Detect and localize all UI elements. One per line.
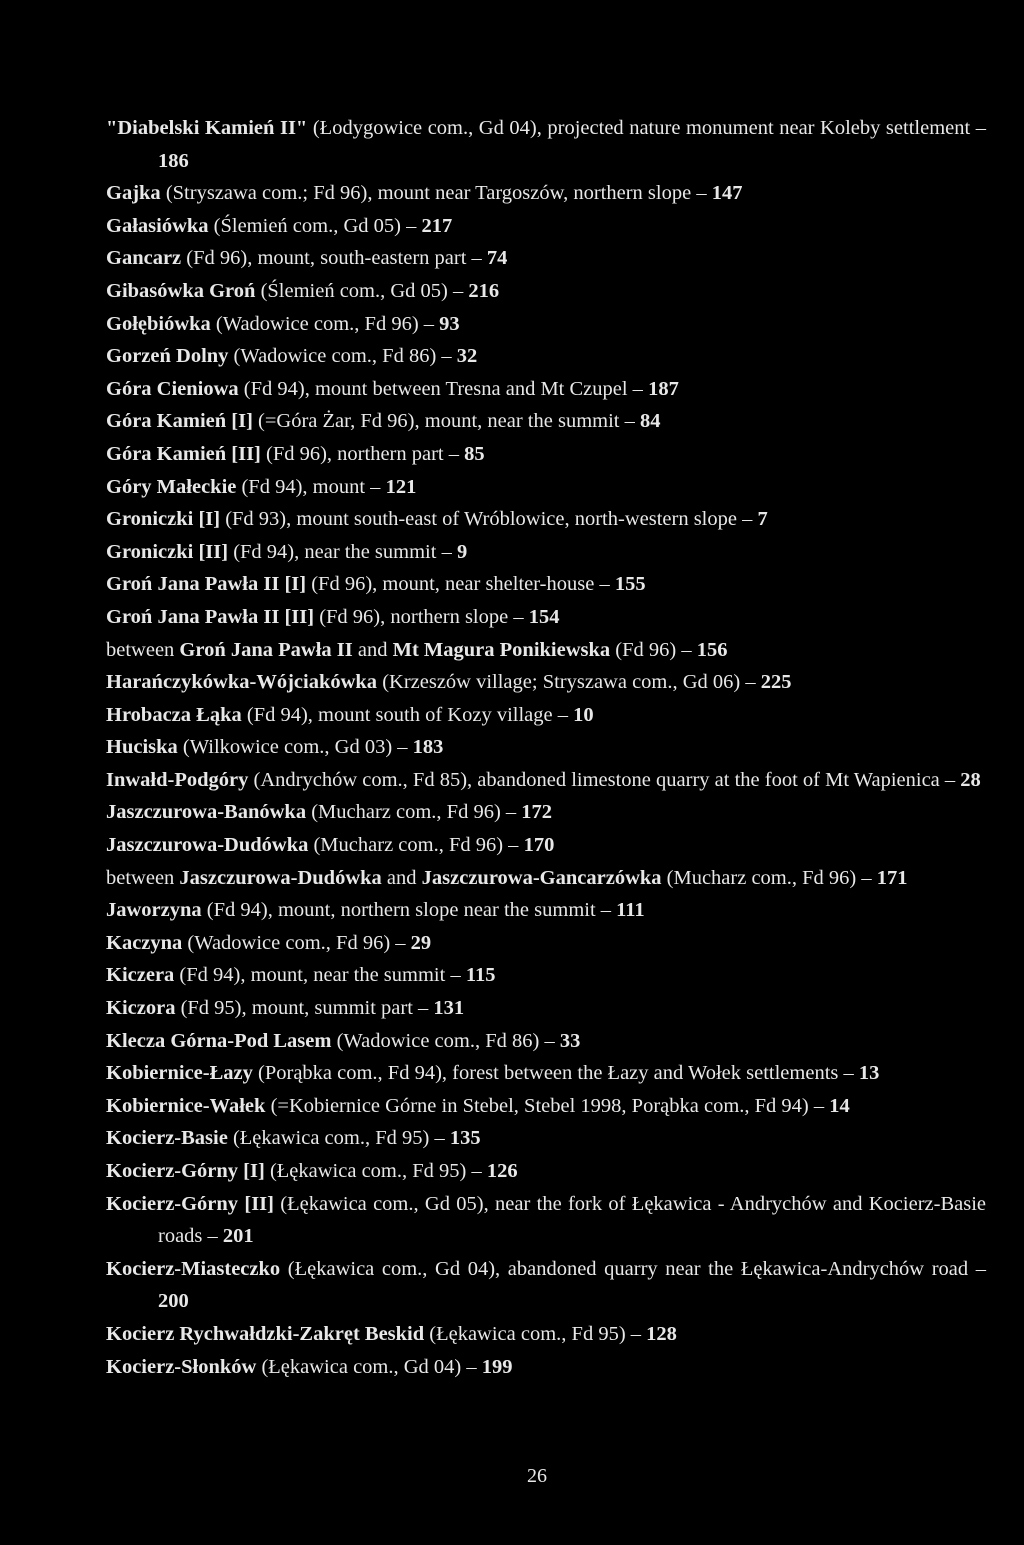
entry-term: Jaszczurowa-Banówka [106, 801, 307, 824]
entry-text: (Łękawica com., Fd 95) – [227, 1127, 450, 1150]
entry-text: (Fd 96), mount, near shelter-house – [306, 573, 615, 596]
entry-term: 155 [614, 573, 646, 596]
entry-term: Góra Cieniowa [106, 377, 239, 400]
index-entry [106, 112, 986, 177]
index-entries [106, 112, 986, 1383]
entry-text: (Wilkowice com., Gd 03) – [177, 736, 413, 759]
entry-text: between [106, 866, 180, 889]
entry-term: 7 [757, 508, 768, 531]
index-entry [106, 927, 986, 960]
entry-text: (Łękawica com., Gd 04), abandoned quarry near the Łękawica-Andrychów road – [280, 1257, 986, 1280]
page-number: 26 [527, 1465, 547, 1487]
entry-term: 131 [433, 997, 465, 1020]
index-entry [106, 1090, 986, 1123]
entry-text: (Fd 96), northern slope – [314, 605, 529, 628]
entry-term: 200 [158, 1290, 189, 1313]
index-entry [106, 764, 986, 797]
entry-term: Kaczyna [106, 931, 183, 954]
index-entry [106, 634, 986, 667]
index-entry [106, 992, 986, 1025]
entry-text: (Fd 96), mount, south-eastern part – [181, 247, 487, 270]
index-entry [106, 1155, 986, 1188]
entry-term: Harańczykówka-Wójciakówka [106, 671, 378, 694]
entry-term: 201 [222, 1225, 254, 1248]
entry-term: Gancarz [106, 247, 182, 270]
entry-text: and [352, 638, 393, 661]
entry-term: 74 [486, 247, 508, 270]
entry-term: 217 [421, 214, 453, 237]
entry-term: 9 [456, 540, 468, 563]
entry-term: Gałasiówka [106, 214, 209, 237]
entry-term: 172 [521, 801, 553, 824]
entry-term: Gajka [106, 182, 161, 205]
index-entry [106, 1122, 986, 1155]
entry-term: Kiczora [106, 997, 176, 1020]
entry-term: 126 [486, 1160, 518, 1182]
entry-term: "Diabelski Kamień II" [106, 117, 308, 139]
entry-text: (Fd 96), northern part – [260, 442, 465, 465]
entry-text: (Fd 94), near the summit – [228, 540, 457, 563]
entry-term: 186 [158, 149, 189, 172]
entry-term: Klecza Górna-Pod Lasem [106, 1029, 332, 1052]
entry-term: Kocierz-Górny [I] [106, 1160, 265, 1182]
index-entry [106, 177, 986, 210]
entry-term: Huciska [106, 736, 178, 759]
entry-text: (Ślemień com., Gd 05) – [208, 214, 422, 237]
entry-term: Góry Małeckie [106, 475, 237, 498]
index-entry [106, 862, 986, 895]
entry-term: 10 [573, 703, 594, 726]
entry-text: (Porąbka com., Fd 94), forest between the Łazy and Wołek settlements – [252, 1062, 859, 1085]
entry-text: (Stryszawa com.; Fd 96), mount near Targoszów, northern slope – [160, 182, 712, 205]
entry-term: Góra Kamień [I] [106, 410, 253, 433]
entry-term: Mt Magura Ponikiewska [392, 638, 611, 661]
entry-term: Groń Jana Pawła II [I] [106, 573, 307, 596]
entry-term: Gibasówka Groń [106, 279, 256, 302]
entry-text: (=Góra Żar, Fd 96), mount, near the summit – [252, 410, 640, 433]
entry-term: 225 [760, 671, 792, 694]
entry-term: 216 [468, 279, 500, 302]
entry-term: 147 [711, 182, 743, 205]
entry-term: 171 [876, 866, 908, 889]
entry-term: Gołębiówka [106, 312, 211, 335]
entry-text: (Fd 94), mount, near the summit – [174, 964, 466, 987]
entry-term: Kocierz Rychwałdzki-Zakręt Beskid [106, 1322, 425, 1345]
index-entry [106, 1351, 986, 1384]
entry-term: 121 [385, 475, 417, 498]
entry-term: 115 [465, 964, 496, 987]
entry-text: (Wadowice com., Fd 86) – [228, 345, 457, 368]
entry-text: (Mucharz com., Fd 96) – [661, 866, 877, 889]
entry-text: (=Kobiernice Górne in Stebel, Stebel 1998, Porąbka com., Fd 94) – [265, 1094, 830, 1117]
entry-text: (Łękawica com., Gd 05), near the fork of Łękawica - Andrychów and Kocierz-Basie roads – [158, 1192, 987, 1248]
entry-term: 170 [523, 834, 555, 857]
index-entry [106, 568, 986, 601]
entry-term: 28 [960, 768, 981, 791]
entry-term: Jaszczurowa-Gancarzówka [421, 866, 662, 889]
entry-text: and [381, 866, 422, 889]
index-entry [106, 959, 986, 992]
index-entry [106, 1188, 986, 1253]
index-entry [106, 1057, 986, 1090]
entry-term: 14 [829, 1094, 850, 1117]
entry-term: 111 [616, 899, 645, 922]
entry-text: (Andrychów com., Fd 85), abandoned limestone quarry at the foot of Mt Wapienica – [248, 768, 961, 791]
index-entry [106, 666, 986, 699]
entry-term: Kocierz-Górny [II] [106, 1192, 274, 1215]
entry-term: Kocierz-Słonków [106, 1355, 257, 1378]
entry-text: (Łodygowice com., Gd 04), projected nature monument near Koleby settlement – [307, 117, 986, 139]
entry-term: Kiczera [106, 964, 175, 987]
entry-term: 199 [481, 1355, 513, 1378]
entry-text: (Mucharz com., Fd 96) – [306, 801, 522, 824]
entry-text: (Fd 93), mount south-east of Wróblowice, north-western slope – [220, 508, 758, 531]
entry-term: 183 [412, 736, 444, 759]
index-entry [106, 829, 986, 862]
index-entry [106, 796, 986, 829]
index-entry [106, 308, 986, 341]
entry-term: 93 [439, 312, 460, 335]
entry-term: Jaszczurowa-Dudówka [179, 866, 382, 889]
entry-term: 32 [456, 345, 478, 368]
index-entry [106, 210, 986, 243]
entry-term: Groń Jana Pawła II [179, 638, 353, 661]
entry-text: (Fd 96) – [610, 638, 697, 661]
index-entry [106, 471, 986, 504]
entry-term: Kobiernice-Wałek [106, 1094, 266, 1117]
entry-text: (Fd 94), mount, northern slope near the summit – [201, 899, 617, 922]
entry-text: (Mucharz com., Fd 96) – [308, 834, 524, 857]
index-entry [106, 1025, 986, 1058]
index-entry [106, 503, 986, 536]
index-entry [106, 1318, 986, 1351]
entry-term: Jaszczurowa-Dudówka [106, 834, 309, 857]
entry-text: (Wadowice com., Fd 96) – [210, 312, 440, 335]
entry-term: Gorzeń Dolny [106, 345, 229, 368]
entry-term: Groń Jana Pawła II [II] [106, 605, 315, 628]
entry-term: Groniczki [I] [106, 508, 221, 531]
entry-term: 84 [639, 410, 661, 433]
index-entry [106, 373, 986, 406]
entry-term: 187 [648, 377, 679, 400]
index-entry [106, 601, 986, 634]
index-entry [106, 1253, 986, 1318]
entry-text: between [106, 638, 180, 661]
index-entry [106, 699, 986, 732]
entry-text: (Łękawica com., Fd 95) – [424, 1322, 647, 1345]
entry-term: 156 [696, 638, 728, 661]
entry-term: 135 [449, 1127, 481, 1150]
entry-term: Góra Kamień [II] [106, 442, 261, 465]
index-entry [106, 242, 986, 275]
entry-text: (Wadowice com., Fd 96) – [182, 931, 411, 954]
index-entry [106, 438, 986, 471]
entry-text: (Fd 95), mount, summit part – [175, 997, 434, 1020]
entry-term: 13 [858, 1062, 880, 1085]
index-entry [106, 340, 986, 373]
entry-term: Kocierz-Basie [106, 1127, 228, 1150]
index-entry [106, 731, 986, 764]
entry-text: (Łękawica com., Fd 95) – [264, 1160, 487, 1182]
entry-text: (Ślemień com., Gd 05) – [255, 279, 469, 302]
entry-text: (Łękawica com., Gd 04) – [256, 1355, 482, 1378]
entry-term: Jaworzyna [106, 899, 202, 922]
index-entry [106, 536, 986, 569]
entry-text: (Fd 94), mount – [236, 475, 386, 498]
index-entry [106, 275, 986, 308]
entry-text: (Krzeszów village; Stryszawa com., Gd 06) – [377, 671, 761, 694]
entry-term: Inwałd-Podgóry [106, 768, 249, 791]
entry-term: 33 [559, 1029, 581, 1052]
index-entry [106, 405, 986, 438]
entry-term: 154 [528, 605, 560, 628]
entry-text: (Fd 94), mount between Tresna and Mt Czupel – [238, 377, 649, 400]
entry-text: (Wadowice com., Fd 86) – [331, 1029, 560, 1052]
entry-term: Kocierz-Miasteczko [106, 1257, 281, 1280]
entry-term: Hrobacza Łąka [106, 703, 242, 726]
entry-term: 29 [410, 931, 432, 954]
entry-term: 128 [646, 1322, 677, 1345]
entry-term: Groniczki [II] [106, 540, 229, 563]
entry-term: Kobiernice-Łazy [106, 1062, 253, 1085]
index-entry [106, 894, 986, 927]
entry-term: 85 [464, 442, 485, 465]
entry-text: (Fd 94), mount south of Kozy village – [241, 703, 574, 726]
